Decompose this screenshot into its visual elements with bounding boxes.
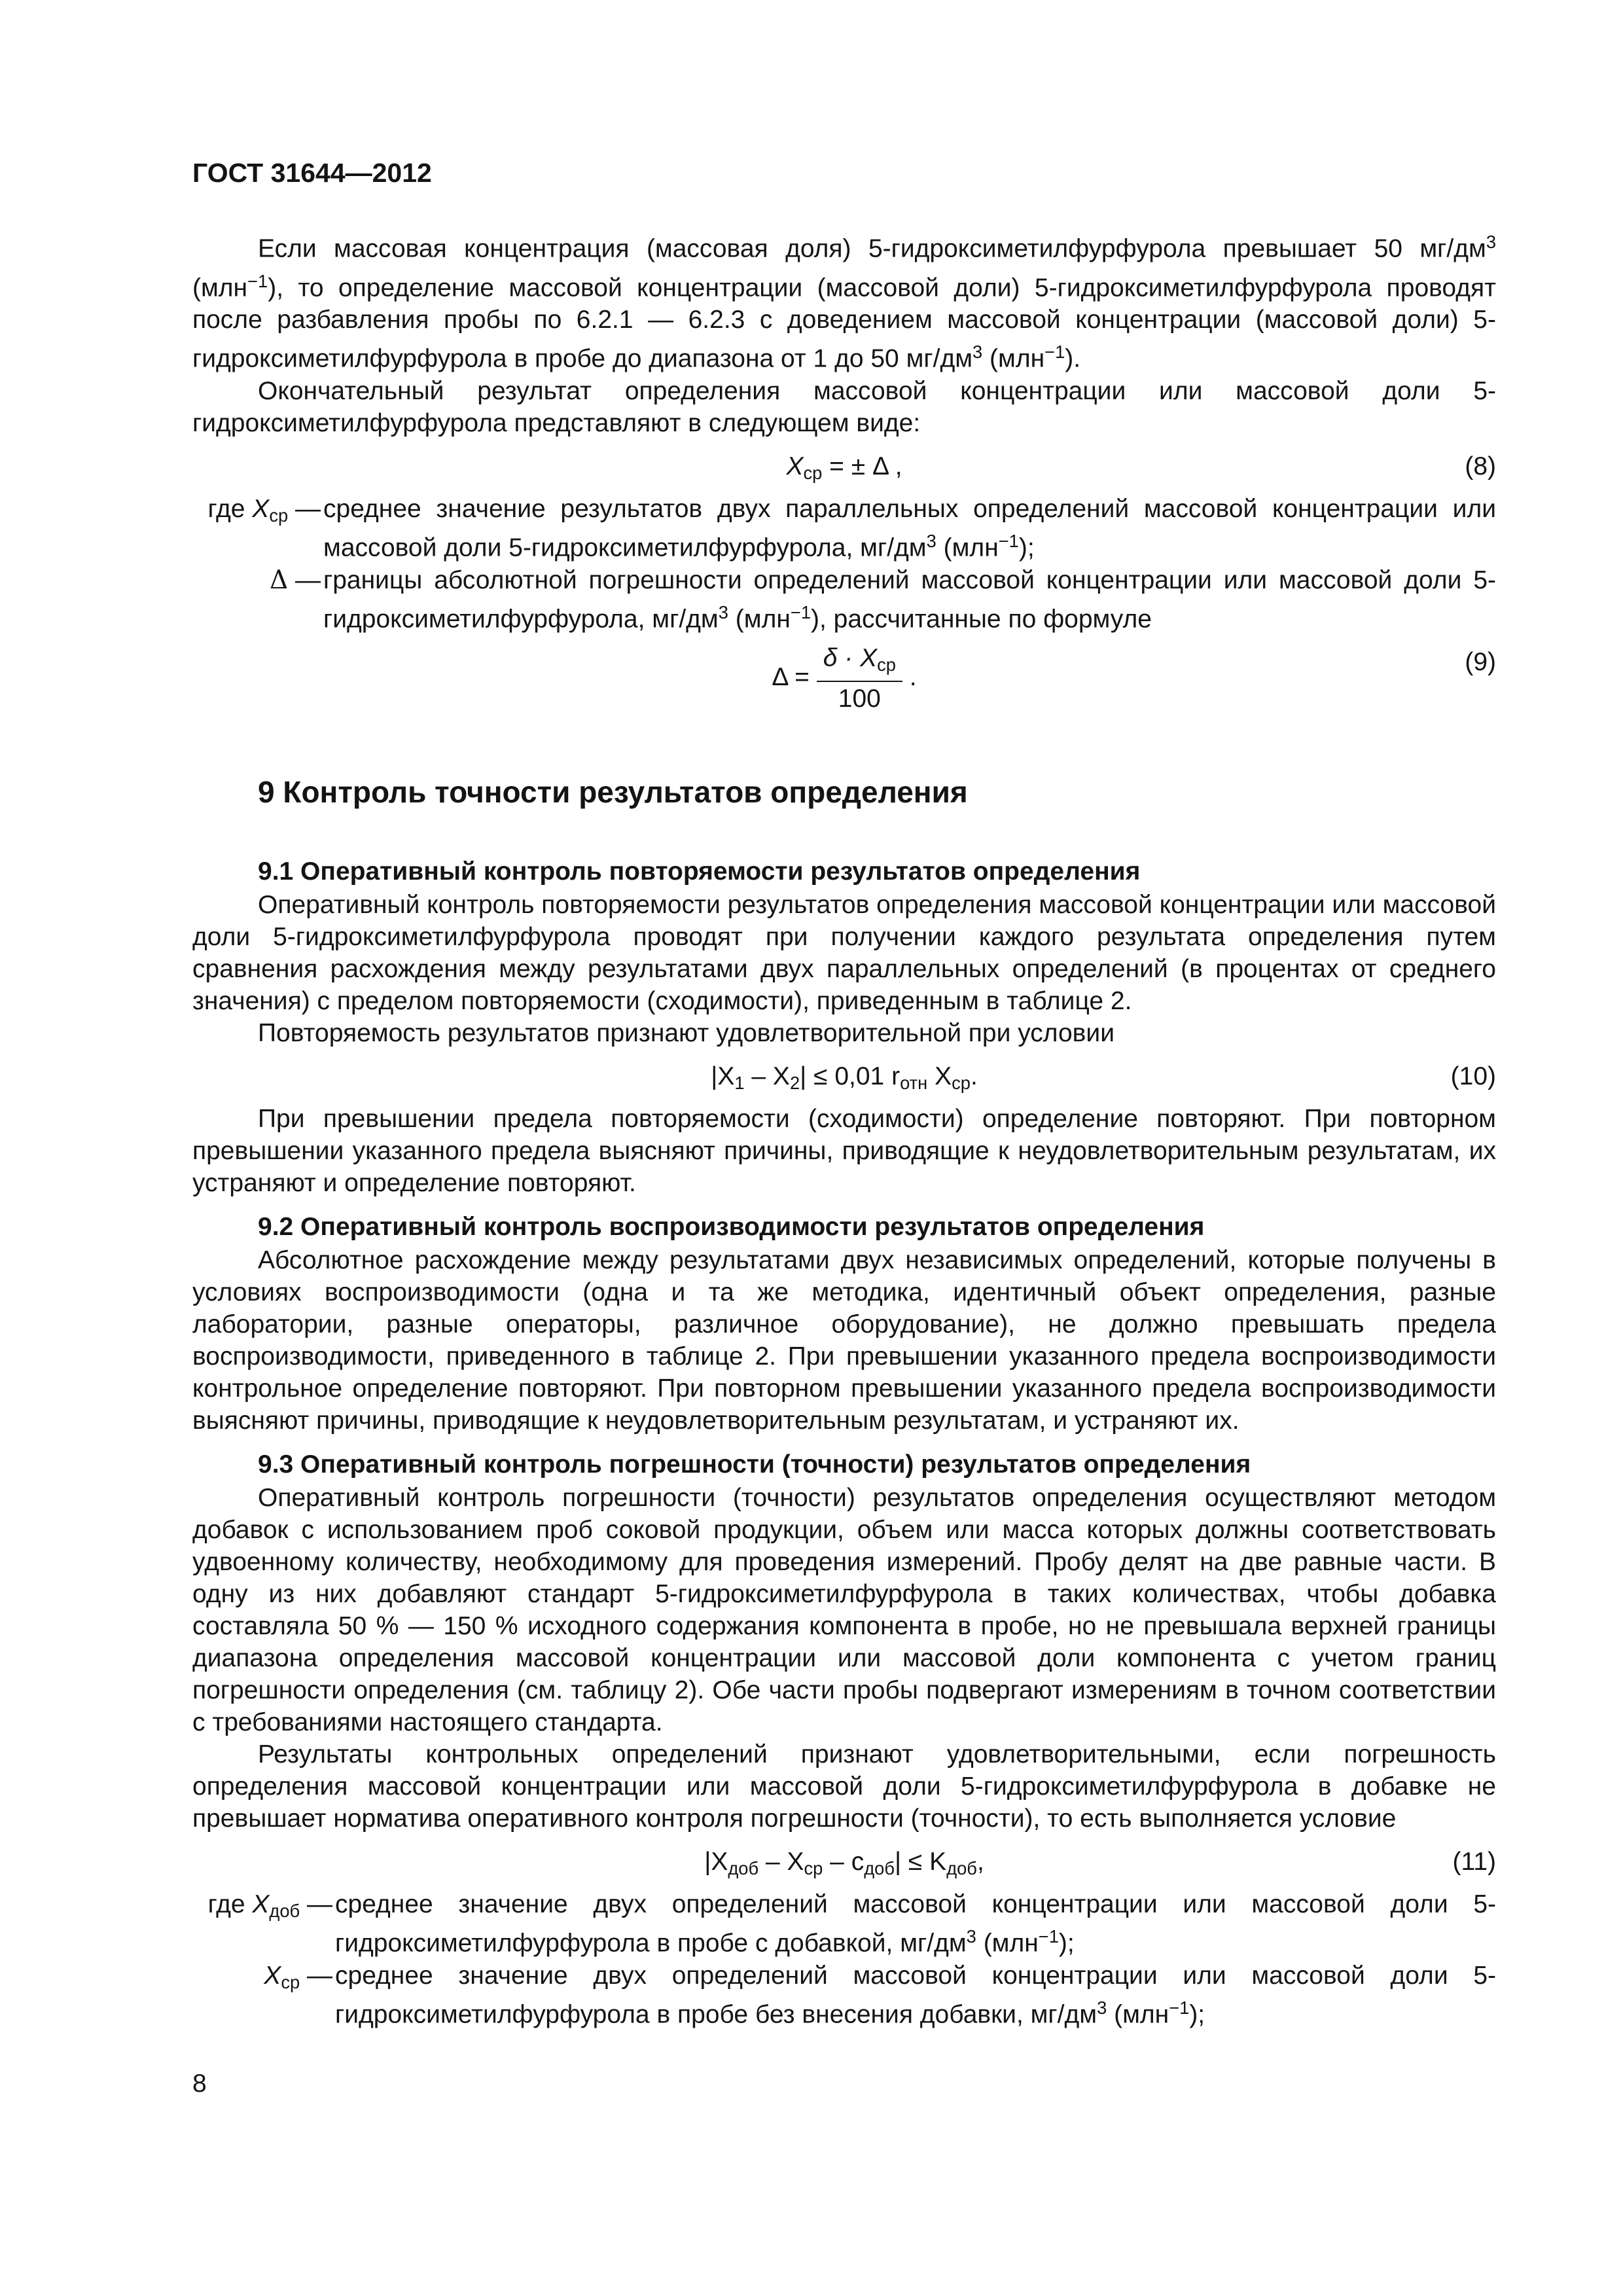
formula-11: $|X_{доб} - X_{ср} - c_{доб}| \le K_{доб}$, (11) <box>192 1842 1496 1882</box>
formula-9: Δ = $\delta \cdot X_{ср}$ 100 . (9) <box>192 643 1496 715</box>
subsection-heading: 9.1 Оперативный контроль повторяемости результатов определения <box>258 857 1141 886</box>
paragraph: При превышении предела повторяемости (сходимости) определение повторяют. При повторном превышении указанного предела выясняют причины, приводящие к неудовлетворительным результатам, их устраняют и определение повторяют. <box>192 1105 1496 1198</box>
definition-item: $X_{ср}$ — среднее значение двух определений массовой концентрации или массовой доли 5-гидроксиметилфурфурола в пробе без внесения добавки, $мг/дм^3$ (млн$^{-1}$); <box>264 1961 1496 2029</box>
page-content <box>192 157 1496 2034</box>
formula-number: (9) <box>1465 648 1496 677</box>
paragraph: Если массовая концентрация (массовая доля) 5-гидроксиметилфурфурола превышает 50 $мг/дм^3$ (млн$^{-1}$), то определение массовой концентрации (массовой доли) 5-гидроксиметилфурфурола проводят после разбавления пробы по 6.2.1 — 6.2.3 с доведением массовой концентрации (массовой доли) 5-гидроксиметилфурфурола в пробе до диапазона от 1 до 50 $мг/дм^3$ (млн$^{-1}$). <box>192 232 1496 373</box>
definition-item: Δ — границы абсолютной погрешности определений массовой концентрации или массовой доли 5-гидроксиметилфурфурола, $мг/дм^3$ (млн$^{-1}$), рассчитанные по формуле <box>269 565 1496 634</box>
document-header: ГОСТ 31644—2012 <box>192 158 432 188</box>
formula-number: (10) <box>1450 1062 1496 1091</box>
paragraph: Повторяемость результатов признают удовлетворительной при условии <box>258 1019 1115 1048</box>
fraction: $\delta \cdot X_{ср}$ 100 <box>817 643 902 715</box>
definition-list <box>192 1888 1496 2030</box>
formula-number: (11) <box>1452 1848 1496 1876</box>
paragraph: Окончательный результат определения массовой концентрации или массовой доли 5-гидроксиметилфурфурола представляют в следующем виде: <box>192 376 1496 437</box>
formula-8: $X_{ср}$ = ± Δ , (8) <box>192 447 1496 486</box>
subsection-heading: 9.2 Оперативный контроль воспроизводимости результатов определения <box>258 1213 1205 1242</box>
definition-item: где $X_{доб}$ — среднее значение двух определений массовой концентрации или массовой доли 5-гидроксиметилфурфурола в пробе с добавкой, $мг/дм^3$ (млн$^{-1}$); <box>207 1890 1496 1958</box>
definition-list <box>192 493 1496 635</box>
page-number: 8 <box>192 2070 207 2098</box>
formula-10: $|X_1 - X_2| \le 0,01$ $r_{отн}$ $X_{ср}$. (10) <box>192 1057 1496 1096</box>
section-heading: 9 Контроль точности результатов определения <box>258 775 968 810</box>
formula-number: (8) <box>1465 452 1496 480</box>
paragraph: Оперативный контроль погрешности (точности) результатов определения осуществляют методом добавок с использованием проб соковой продукции, объем или масса которых должны соответствовать удвоенному количеству, необходимому для проведения измерений. Пробу делят на две равные части. В одну из них добавляют стандарт 5-гидроксиметилфурфурола в таких количествах, чтобы добавка составляла 50 % — 150 % исходного содержания компонента в пробе, но не превышала верхней границы диапазона определения массовой концентрации или массовой доли компонента с учетом границ погрешности определения (см. таблицу 2). Обе части пробы подвергают измерениям в точном соответствии с требованиями настоящего стандарта. <box>192 1484 1496 1737</box>
definition-item: где $X_{ср}$ — среднее значение результатов двух параллельных определений массовой концентрации или массовой доли 5-гидроксиметилфурфурола, $мг/дм^3$ (млн$^{-1}$); <box>207 494 1496 562</box>
subsection-heading: 9.3 Оперативный контроль погрешности (точности) результатов определения <box>258 1450 1251 1479</box>
paragraph: Результаты контрольных определений признают удовлетворительными, если погрешность определения массовой концентрации или массовой доли 5-гидроксиметилфурфурола в добавке не превышает норматива оперативного контроля погрешности (точности), то есть выполняется условие <box>192 1740 1496 1833</box>
paragraph: Абсолютное расхождение между результатами двух независимых определений, которые получены в условиях воспроизводимости (одна и та же методика, идентичный объект определения, разные лаборатории, разные операторы, различное оборудование), не должно превышать предела воспроизводимости, приведенного в таблице 2. При превышении указанного предела воспроизводимости контрольное определение повторяют. При повторном превышении указанного предела воспроизводимости выясняют причины, приводящие к неудовлетворительным результатам, и устраняют их. <box>192 1246 1496 1435</box>
paragraph: Оперативный контроль повторяемости результатов определения массовой концентрации или массовой доли 5-гидроксиметилфурфурола проводят при получении каждого результата определения путем сравнения расхождения между результатами двух параллельных определений (в процентах от среднего значения) с пределом повторяемости (сходимости), приведенным в таблице 2. <box>192 891 1496 1016</box>
